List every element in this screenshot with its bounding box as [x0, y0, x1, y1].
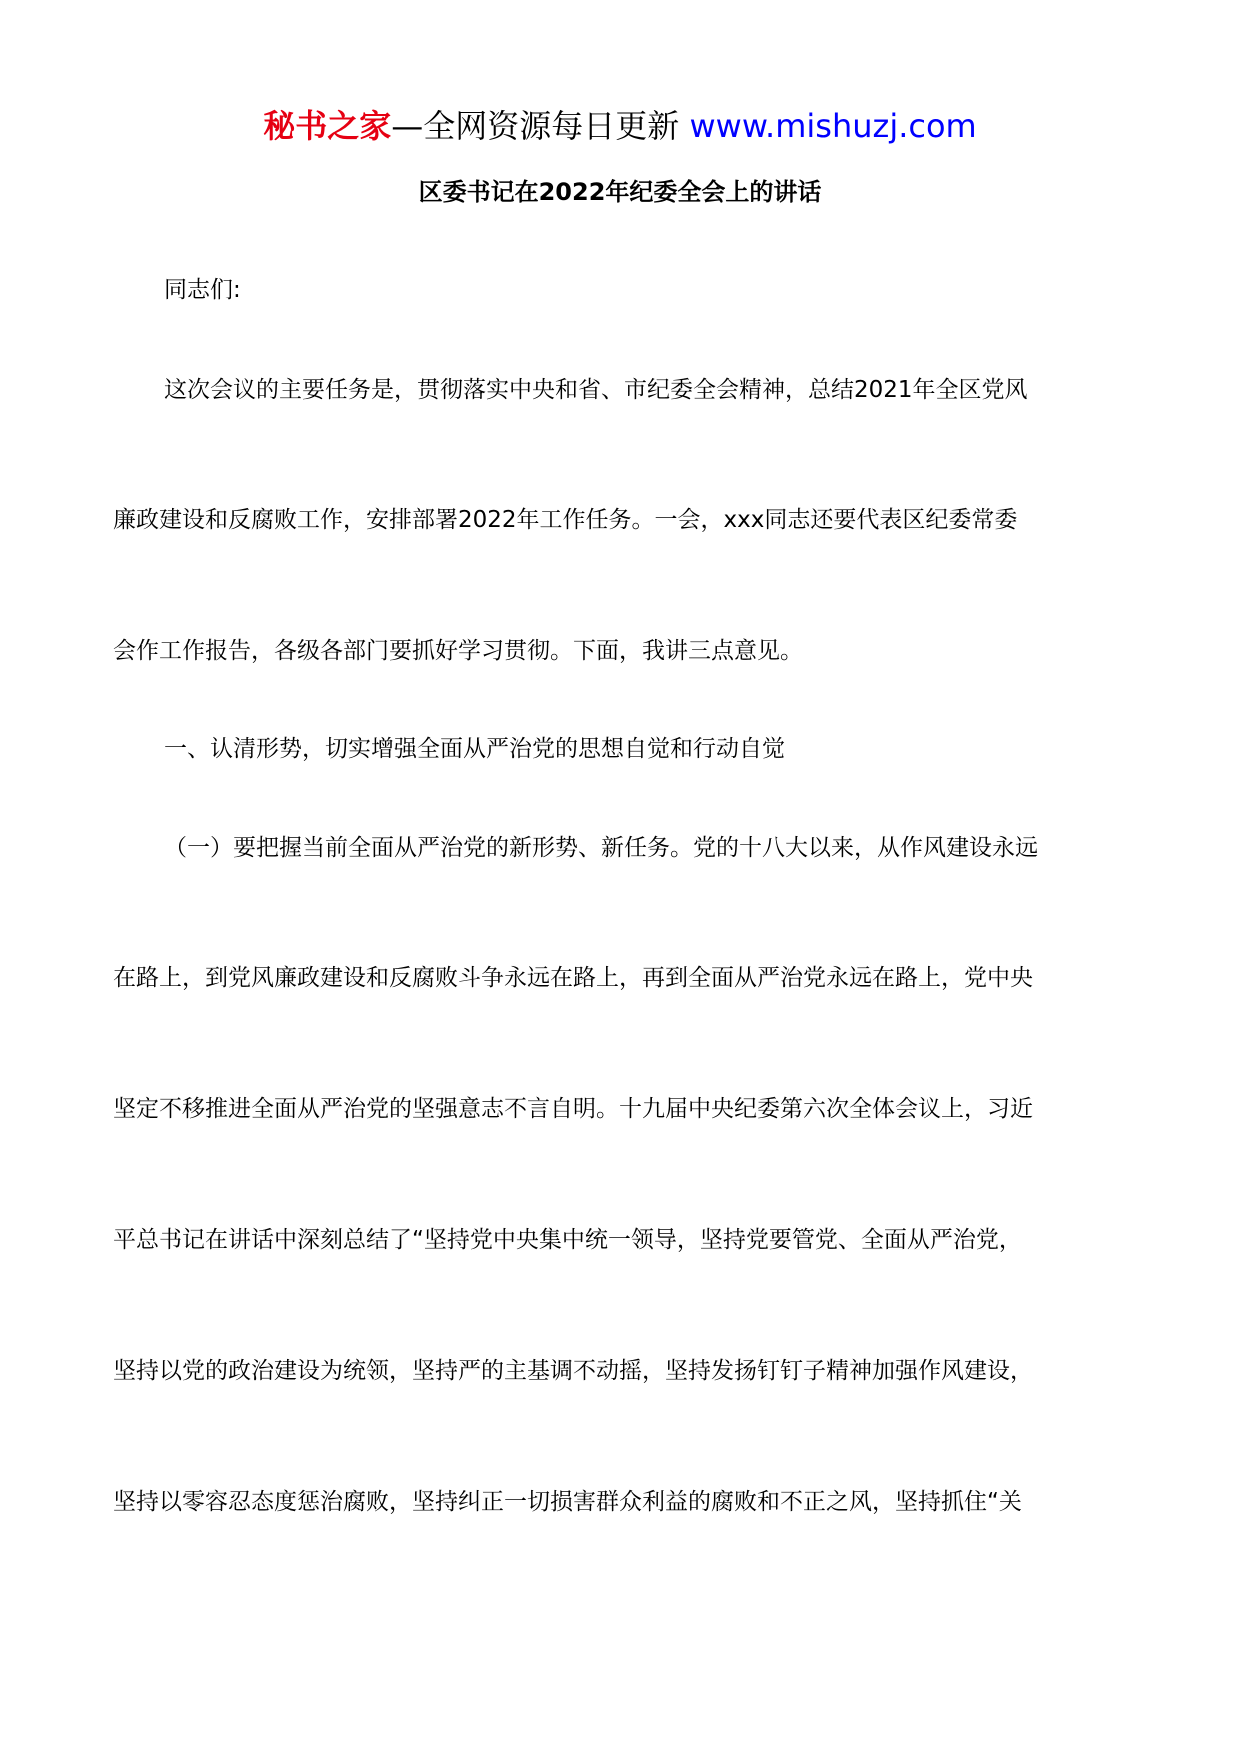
body-line: 坚持以零容忍态度惩治腐败，坚持纠正一切损害群众利益的腐败和不正之风，坚持抓住“关: [113, 1489, 1022, 1515]
document-title: 区委书记在2022年纪委全会上的讲话: [418, 178, 822, 206]
site-url-link[interactable]: www.mishuzj.com: [689, 107, 977, 145]
section-heading: 一、认清形势，切实增强全面从严治党的思想自觉和行动自觉: [164, 736, 785, 762]
salutation: 同志们:: [164, 277, 241, 303]
header-tagline: —全网资源每日更新: [391, 107, 680, 145]
body-line: 坚持以党的政治建设为统领，坚持严的主基调不动摇，坚持发扬钉钉子精神加强作风建设，: [113, 1358, 1033, 1384]
body-line: 坚定不移推进全面从严治党的坚强意志不言自明。十九届中央纪委第六次全体会议上，习近: [113, 1096, 1033, 1122]
body-line: 这次会议的主要任务是，贯彻落实中央和省、市纪委全会精神，总结2021年全区党风: [164, 377, 1028, 403]
body-line: （一）要把握当前全面从严治党的新形势、新任务。党的十八大以来，从作风建设永远: [164, 835, 1038, 861]
brand-name: 秘书之家: [263, 107, 392, 145]
body-line: 廉政建设和反腐败工作，安排部署2022年工作任务。一会，xxx同志还要代表区纪委常委: [113, 507, 1018, 533]
body-line: 平总书记在讲话中深刻总结了“坚持党中央集中统一领导，坚持党要管党、全面从严治党，: [113, 1227, 1022, 1253]
body-line: 会作工作报告，各级各部门要抓好学习贯彻。下面，我讲三点意见。: [113, 638, 803, 664]
site-header: [0, 104, 1240, 148]
body-line: 在路上，到党风廉政建设和反腐败斗争永远在路上，再到全面从严治党永远在路上，党中央: [113, 965, 1033, 991]
